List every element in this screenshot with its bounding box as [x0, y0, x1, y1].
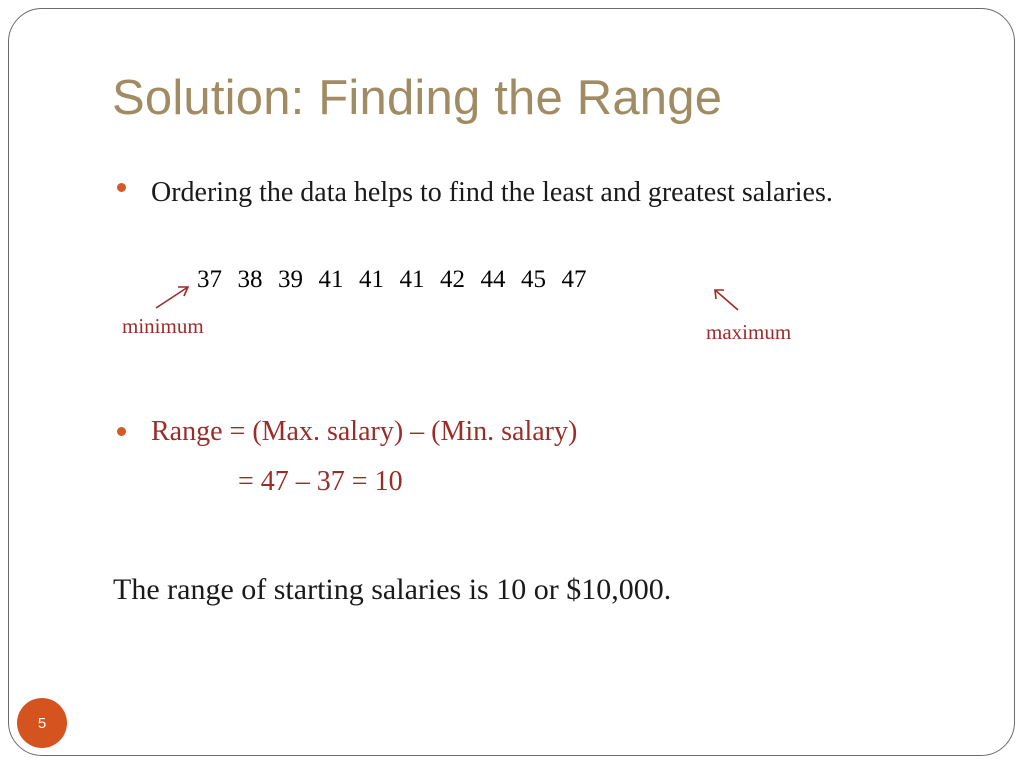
slide-title: Solution: Finding the Range	[112, 71, 723, 125]
value-item: 41	[318, 266, 344, 293]
bullet-dot-icon	[117, 427, 126, 436]
arrow-up-right-icon	[152, 282, 194, 312]
range-formula: Range = (Max. salary) – (Min. salary)	[151, 416, 578, 447]
value-item: 41	[359, 266, 384, 293]
value-item: 45	[521, 266, 546, 293]
conclusion-text: The range of starting salaries is 10 or $10,000.	[113, 573, 672, 606]
page-number-badge: 5	[17, 698, 67, 748]
bullet-ordering-text: Ordering the data helps to find the least and greatest salaries.	[151, 177, 833, 208]
value-item: 39	[278, 266, 303, 293]
maximum-label: maximum	[706, 320, 792, 344]
ordered-values	[197, 266, 587, 294]
bullet-dot-icon	[117, 183, 126, 192]
arrow-up-left-icon	[710, 286, 742, 314]
value-item: 42	[440, 266, 465, 293]
minimum-label: minimum	[122, 314, 204, 338]
value-item: 47	[561, 266, 587, 293]
value-item: 41	[399, 266, 425, 293]
value-item: 37	[197, 266, 222, 293]
value-item: 44	[480, 266, 506, 293]
value-item: 38	[237, 266, 263, 293]
range-calculation: = 47 – 37 = 10	[238, 466, 403, 497]
